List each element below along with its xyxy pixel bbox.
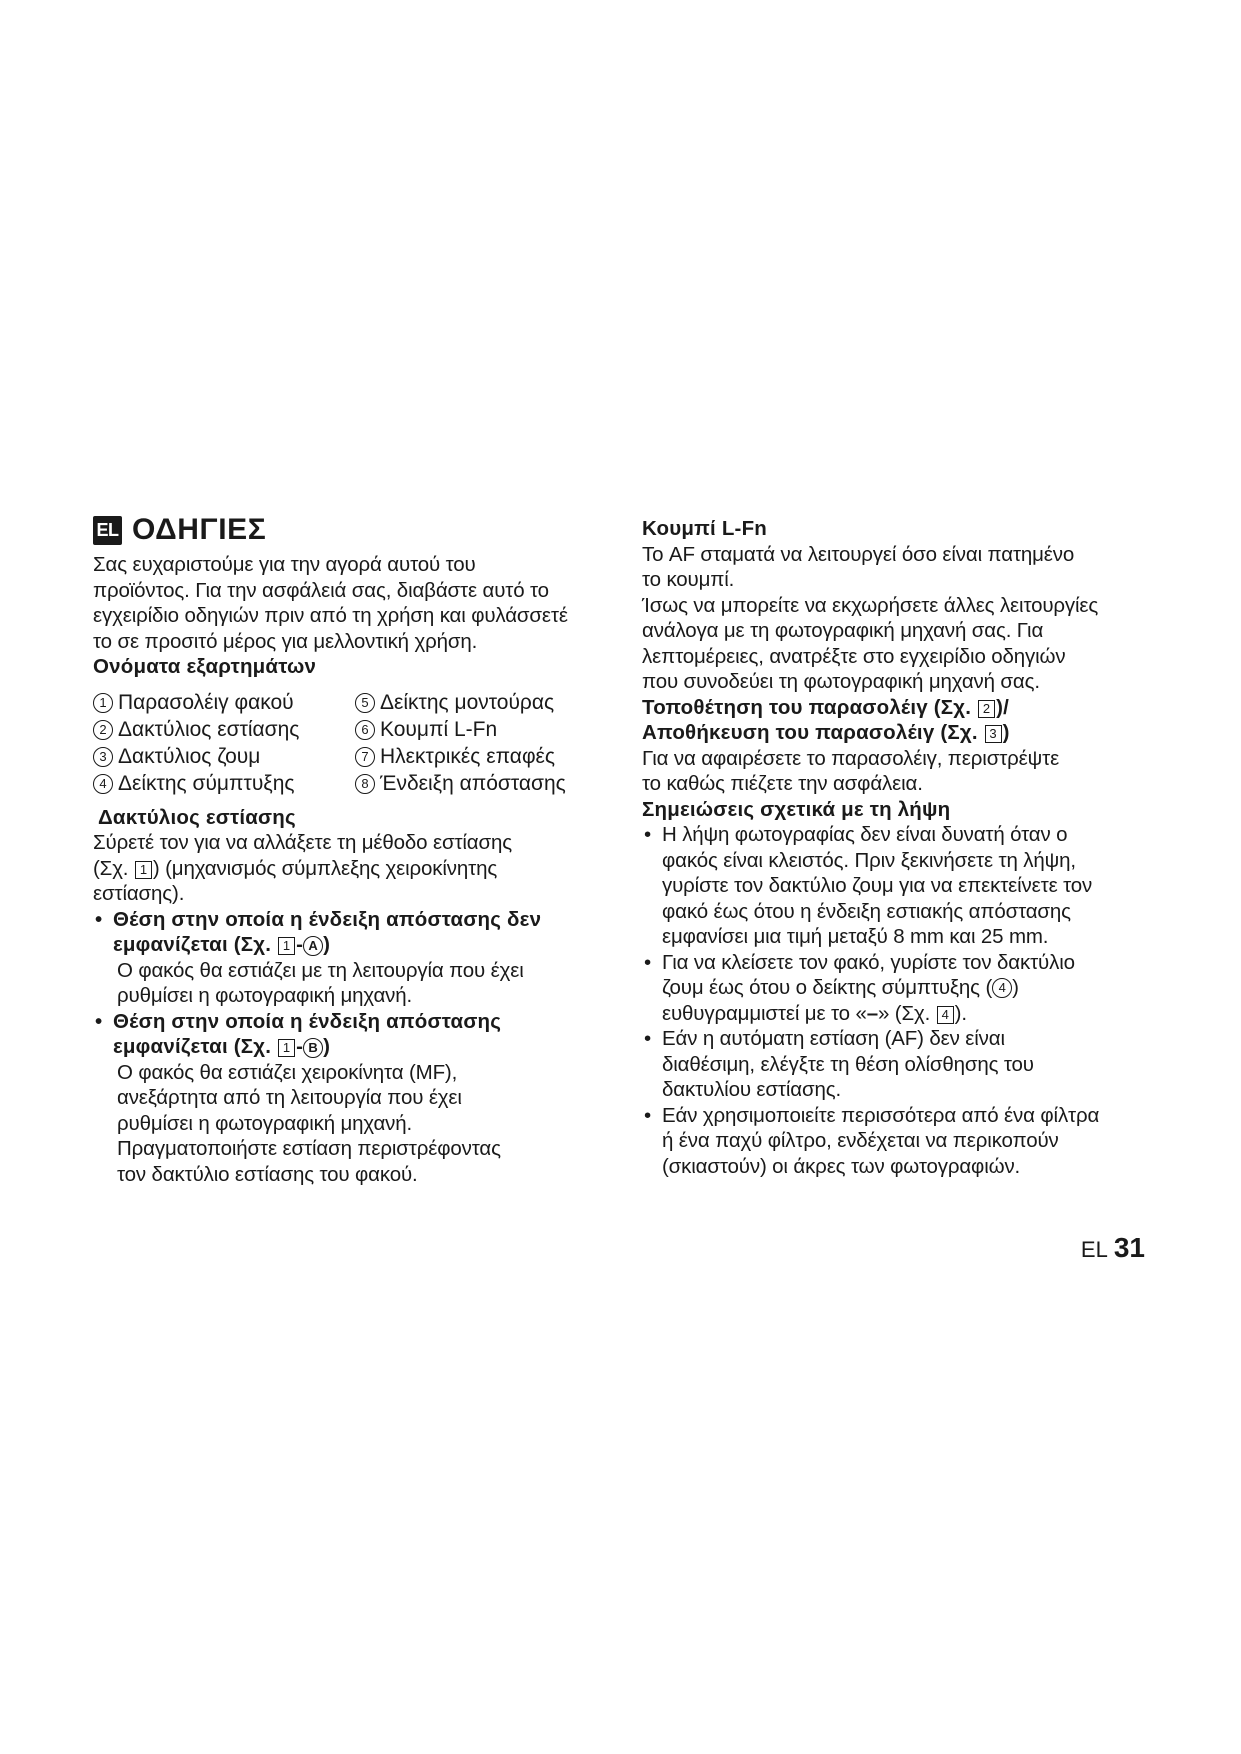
page-title: ΟΔΗΓΙΕΣ <box>132 513 267 546</box>
section-title <box>93 512 615 548</box>
bullet-text: Ο φακός θα εστιάζει χειροκίνητα (MF), ανεξάρτητα από τη λειτουργία που έχει ρυθμίσει η φωτογραφική μηχανή. Πραγματοποιήστε εστίαση περιστρέφοντας τον δακτύλιο εστίασης του φακού. <box>117 1060 501 1186</box>
bullet-heading: • Θέση στην οποία η ένδειξη απόστασης δεν εμφανίζεται (Σχ. 1 - A ) <box>93 907 615 958</box>
focus-ring-heading: Δακτύλιος εστίασης <box>98 805 296 829</box>
part-item: 6 Κουμπί L-Fn <box>355 716 615 743</box>
note-item: • Η λήψη φωτογραφίας δεν είναι δυνατή όταν ο φακός είναι κλειστός. Πριν ξεκινήσετε τη λήψη, γυρίστε τον δακτύλιο ζουμ για να επεκτείνετε τον φακό έως ότου η ένδειξη εστιακής απόστασης εμφανίσει μια τιμή μεταξύ 8 mm και 25 mm. <box>642 822 1162 950</box>
hood-heading: Τοποθέτηση του παρασολέιγ (Σχ. 2 )/ Αποθήκευση του παρασολέιγ (Σχ. 3 ) <box>642 695 1010 744</box>
notes-heading: Σημειώσεις σχετικά με τη λήψη <box>642 797 951 821</box>
intro-paragraph: Σας ευχαριστούμε για την αγορά αυτού του προϊόντος. Για την ασφάλειά σας, διαβάστε αυτό το εγχειρίδιο οδηγιών πριν από τη χρήση και φυλάσσετέ το σε προσιτό μέρος για μελλοντική χρήση. <box>93 553 568 653</box>
part-item: 1 Παρασολέιγ φακού <box>93 689 355 716</box>
focus-ring-text: Σύρετέ τον για να αλλάξετε τη μέθοδο εστίασης (Σχ. 1 ) (μηχανισμός σύμπλεξης χειροκίνητης εστίασης). <box>93 831 512 905</box>
bullet-heading: • Θέση στην οποία η ένδειξη απόστασης εμφανίζεται (Σχ. 1 - B ) <box>93 1009 615 1060</box>
bullet-text: Ο φακός θα εστιάζει με τη λειτουργία που έχει ρυθμίσει η φωτογραφική μηχανή. <box>117 958 524 1007</box>
parts-heading: Ονόματα εξαρτημάτων <box>93 655 317 678</box>
page-footer <box>1081 1232 1145 1264</box>
parts-list <box>93 689 615 797</box>
part-item: 7 Ηλεκτρικές επαφές <box>355 743 615 770</box>
part-item: 3 Δακτύλιος ζουμ <box>93 743 355 770</box>
hood-text: Για να αφαιρέσετε το παρασολέιγ, περιστρέψτε το καθώς πιέζετε την ασφάλεια. <box>642 746 1060 795</box>
footer-language: EL <box>1080 1237 1108 1262</box>
left-column <box>93 512 615 1187</box>
page-number: 31 <box>1113 1232 1145 1263</box>
language-badge: EL <box>93 516 122 545</box>
note-item: • Εάν η αυτόματη εστίαση (AF) δεν είναι διαθέσιμη, ελέγξτε τη θέση ολίσθησης του δακτυλίου εστίασης. <box>642 1026 1162 1103</box>
lfn-text: Το AF σταματά να λειτουργεί όσο είναι πατημένο το κουμπί. Ίσως να μπορείτε να εκχωρήσετε άλλες λειτουργίες ανάλογα με τη φωτογραφική μηχανή σας. Για λεπτομέρειες, ανατρέξτε στο εγχειρίδιο οδηγιών που συνοδεύει τη φωτογραφική μηχανή σας. <box>642 542 1099 693</box>
part-item: 8 Ένδειξη απόστασης <box>355 770 615 797</box>
note-item: • Για να κλείσετε τον φακό, γυρίστε τον δακτύλιο ζουμ έως ότου ο δείκτης σύμπτυξης ( 4 ) ευθυγραμμιστεί με το «–» (Σχ. 4 ). <box>642 950 1162 1027</box>
part-item: 2 Δακτύλιος εστίασης <box>93 716 355 743</box>
note-item: • Εάν χρησιμοποιείτε περισσότερα από ένα φίλτρα ή ένα παχύ φίλτρο, ενδέχεται να περικοπούν (σκιαστούν) οι άκρες των φωτογραφιών. <box>642 1103 1162 1180</box>
right-column <box>642 516 1162 1179</box>
part-item: 5 Δείκτης μοντούρας <box>355 689 615 716</box>
lfn-heading: Κουμπί L-Fn <box>642 517 768 540</box>
part-item: 4 Δείκτης σύμπτυξης <box>93 770 355 797</box>
figure-ref: 1 <box>135 861 152 879</box>
